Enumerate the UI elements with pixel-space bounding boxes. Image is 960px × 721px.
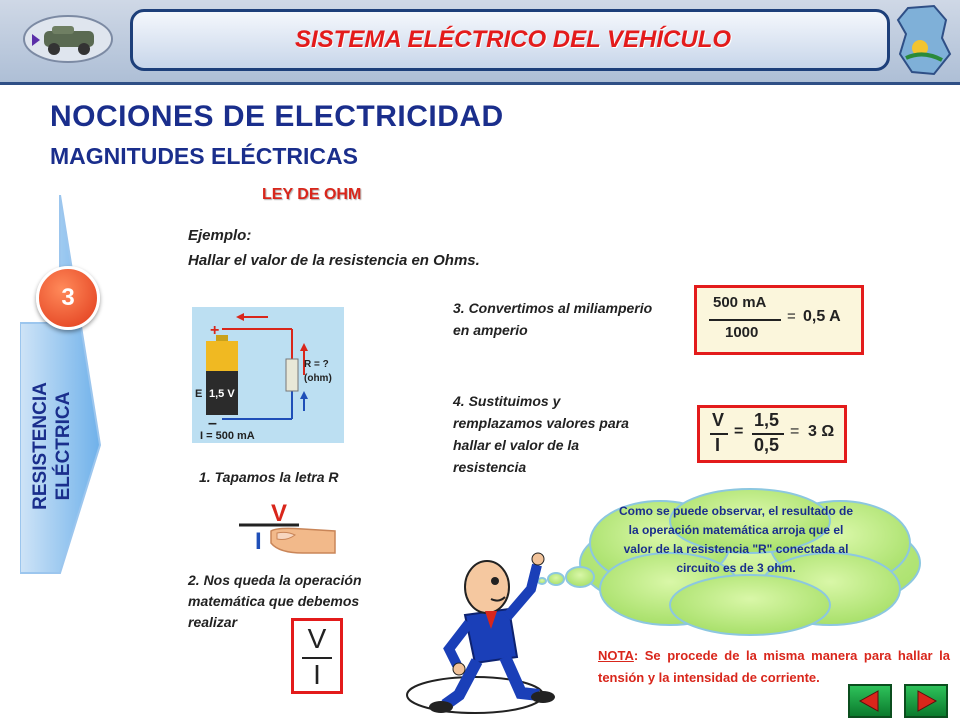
triangle-right-icon — [906, 686, 946, 716]
step-3-text: 3. Convertimos al miliamperio en amperio — [453, 300, 653, 338]
vehicle-logo-icon — [22, 14, 114, 64]
previous-slide-button[interactable] — [848, 684, 892, 718]
current-label: I = 500 mA — [200, 430, 255, 442]
step-1-text: 1. Tapamos la letra R — [199, 469, 339, 485]
conversion-equals: = — [787, 308, 796, 325]
ohm-calculation-box — [697, 405, 847, 463]
battery-top — [206, 341, 238, 371]
formula-i: I — [313, 659, 321, 690]
next-slide-button[interactable] — [904, 684, 948, 718]
calc-equals-2: = — [790, 423, 800, 440]
step-number-badge: 3 — [36, 266, 100, 330]
conversion-result: 0,5 A — [803, 308, 841, 325]
sub-heading: MAGNITUDES ELÉCTRICAS — [50, 143, 358, 169]
conversion-fraction-bar — [709, 319, 781, 321]
formula-v: V — [307, 623, 327, 654]
example-label: Ejemplo: — [188, 227, 252, 244]
resistance-unit-label: (ohm) — [304, 373, 332, 384]
conversion-denominator: 1000 — [725, 324, 759, 341]
page-title: SISTEMA ELÉCTRICO DEL VEHÍCULO — [294, 26, 732, 53]
formula-v-over-i — [291, 618, 343, 694]
sidebar-vertical-label — [29, 326, 75, 566]
finger-covering-r-image — [237, 497, 337, 557]
note-text — [598, 645, 950, 689]
calc-equals-1: = — [734, 423, 744, 440]
sidebar-label-line1: RESISTENCIA — [30, 382, 51, 510]
resistance-unknown-label: R = ? — [304, 359, 329, 370]
battery-minus-sign: – — [208, 415, 217, 432]
region-map-logo-icon — [890, 4, 956, 78]
cloud-explanation-text: Como se puede observar, el resultado de la operación matemática arroja que el valor de la resistencia "R" conectada al circuito es de 3 ohm. — [618, 504, 854, 575]
step-2-text: 2. Nos queda la operación matemática que debemos realizar — [188, 572, 362, 630]
battery-voltage-label: 1,5 V — [209, 388, 235, 400]
emf-label: E — [195, 388, 203, 400]
note-label: NOTA — [598, 648, 634, 663]
finger-formula-v: V — [271, 500, 288, 527]
cartoon-man-pointing-image — [405, 545, 585, 720]
resistor-symbol — [286, 359, 298, 391]
finger-formula-i: I — [255, 528, 262, 555]
conversion-numerator: 500 mA — [713, 294, 767, 311]
sidebar-label-line2: ELÉCTRICA — [53, 391, 74, 501]
calc-denominator: 0,5 — [754, 435, 780, 455]
step-4-text: 4. Sustituimos y remplazamos valores para hallar el valor de la resistencia — [453, 393, 629, 475]
note-body: : Se procede de la misma manera para hallar la tensión y la intensidad de corriente. — [598, 648, 950, 685]
calc-result: 3 Ω — [808, 423, 835, 440]
section-heading: LEY DE OHM — [262, 186, 362, 203]
triangle-left-icon — [850, 686, 890, 716]
conversion-result-box — [694, 285, 864, 355]
calc-i: I — [715, 435, 721, 455]
calc-v: V — [712, 410, 725, 430]
calc-numerator: 1,5 — [754, 410, 780, 430]
title-banner — [130, 9, 890, 71]
battery-plus-sign: + — [210, 322, 220, 339]
main-heading: NOCIONES DE ELECTRICIDAD — [50, 100, 504, 133]
header-bar — [0, 0, 960, 85]
circuit-diagram — [192, 307, 344, 443]
example-statement: Hallar el valor de la resistencia en Ohms. — [188, 252, 480, 269]
